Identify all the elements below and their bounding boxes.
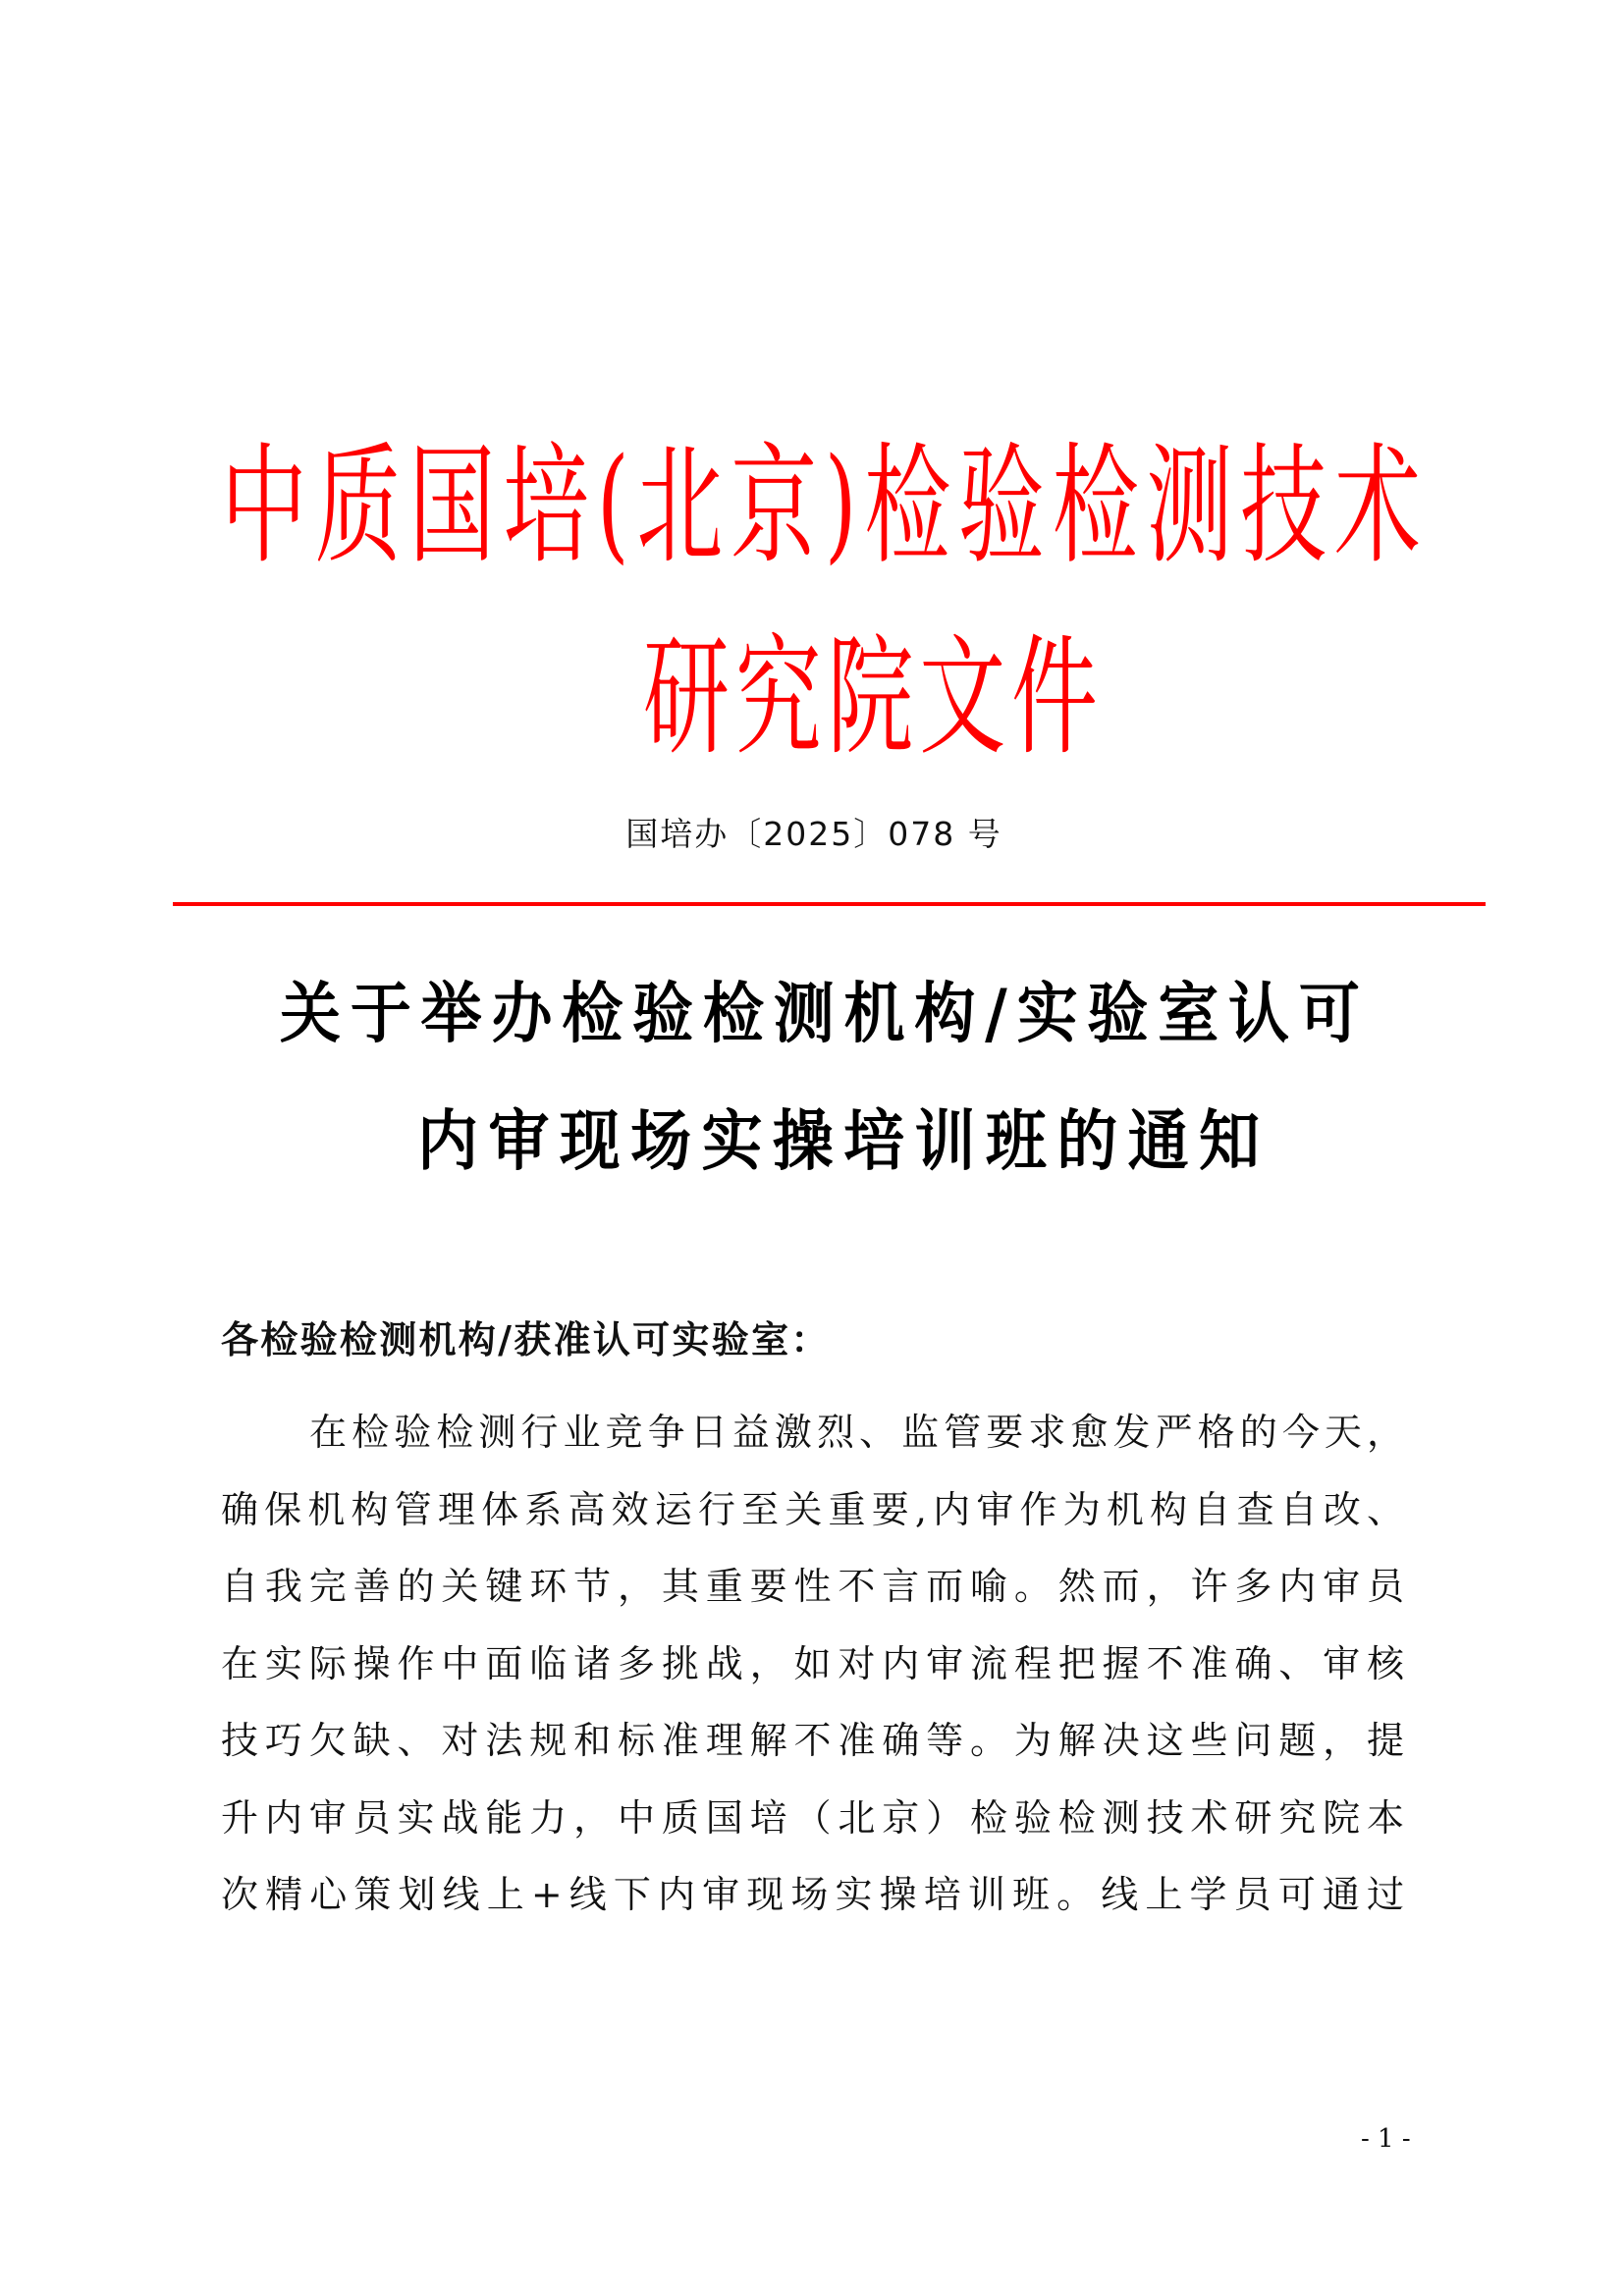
body-paragraph-line: 确保机构管理体系高效运行至关重要,内审作为机构自查自改、 <box>221 1488 1404 1531</box>
title-glyph: 训 <box>914 1102 976 1180</box>
title-glyph: 于 <box>350 975 411 1052</box>
title-glyph: 场 <box>630 1102 692 1180</box>
title-glyph: 室 <box>1158 975 1219 1052</box>
title-glyph: 文 <box>919 621 1006 774</box>
title-glyph: 通 <box>1127 1102 1189 1180</box>
title-glyph: 验 <box>1087 975 1149 1052</box>
salutation: 各检验检测机构/获准认可实验室： <box>221 1318 831 1362</box>
title-glyph: 审 <box>488 1102 550 1180</box>
title-glyph: 检 <box>864 430 951 582</box>
title-glyph: 检 <box>702 975 764 1052</box>
title-glyph: 关 <box>280 975 342 1052</box>
title-glyph: 验 <box>958 430 1046 582</box>
body-paragraph-line: 技巧欠缺、对法规和标准理解不准确等。为解决这些问题，提 <box>221 1719 1404 1762</box>
title-glyph: 测 <box>773 975 835 1052</box>
title-glyph: 检 <box>562 975 623 1052</box>
title-glyph: 培 <box>503 430 590 582</box>
title-glyph: 现 <box>559 1102 621 1180</box>
title-glyph: 构 <box>914 975 976 1052</box>
document-number: 国培办〔2025〕078 号 <box>625 815 1002 853</box>
page-number: - 1 - <box>1361 2124 1411 2154</box>
title-glyph: 北 <box>636 430 724 582</box>
title-glyph: 的 <box>1056 1102 1118 1180</box>
title-glyph: 认 <box>1228 975 1290 1052</box>
title-glyph: 中 <box>221 430 308 582</box>
title-glyph: 国 <box>408 430 496 582</box>
body-paragraph-line: 在检验检测行业竞争日益激烈、监管要求愈发严格的今天， <box>309 1411 1404 1454</box>
body-paragraph-line: 在实际操作中面临诸多挑战，如对内审流程把握不准确、审核 <box>221 1642 1404 1685</box>
title-glyph: 件 <box>1010 621 1098 774</box>
title-glyph: 验 <box>632 975 694 1052</box>
title-glyph: 知 <box>1198 1102 1260 1180</box>
title-glyph: 测 <box>1146 430 1233 582</box>
title-glyph: 内 <box>417 1102 479 1180</box>
title-glyph: 研 <box>643 621 731 774</box>
masthead-title-line-2 <box>643 621 1098 774</box>
title-glyph: 操 <box>772 1102 834 1180</box>
title-glyph: 可 <box>1298 975 1360 1052</box>
title-glyph: 办 <box>491 975 553 1052</box>
masthead-title-line-1 <box>221 430 1421 582</box>
notice-title-line-1 <box>280 975 1360 1052</box>
title-glyph: 实 <box>1016 975 1078 1052</box>
title-glyph: 质 <box>314 430 402 582</box>
body-paragraph-line: 升内审员实战能力，中质国培（北京）检验检测技术研究院本 <box>221 1796 1404 1840</box>
title-glyph: ( <box>596 431 629 576</box>
title-glyph: 培 <box>843 1102 905 1180</box>
title-glyph: 究 <box>734 621 822 774</box>
notice-title-line-2 <box>417 1102 1260 1180</box>
title-glyph: 举 <box>420 975 482 1052</box>
title-glyph: 院 <box>827 621 914 774</box>
title-glyph: 京 <box>731 430 818 582</box>
title-glyph: 检 <box>1052 430 1139 582</box>
body-paragraph-line: 次精心策划线上+线下内审现场实操培训班。线上学员可通过 <box>221 1873 1404 1916</box>
title-glyph: 实 <box>701 1102 763 1180</box>
title-glyph: 术 <box>1333 430 1421 582</box>
body-paragraph-line: 自我完善的关键环节，其重要性不言而喻。然而，许多内审员 <box>221 1565 1404 1608</box>
red-divider-rule <box>173 902 1486 906</box>
title-glyph: 技 <box>1240 430 1327 582</box>
title-glyph: 班 <box>985 1102 1047 1180</box>
title-glyph: / <box>985 975 1007 1052</box>
title-glyph: ) <box>824 431 857 576</box>
title-glyph: 机 <box>843 975 905 1052</box>
